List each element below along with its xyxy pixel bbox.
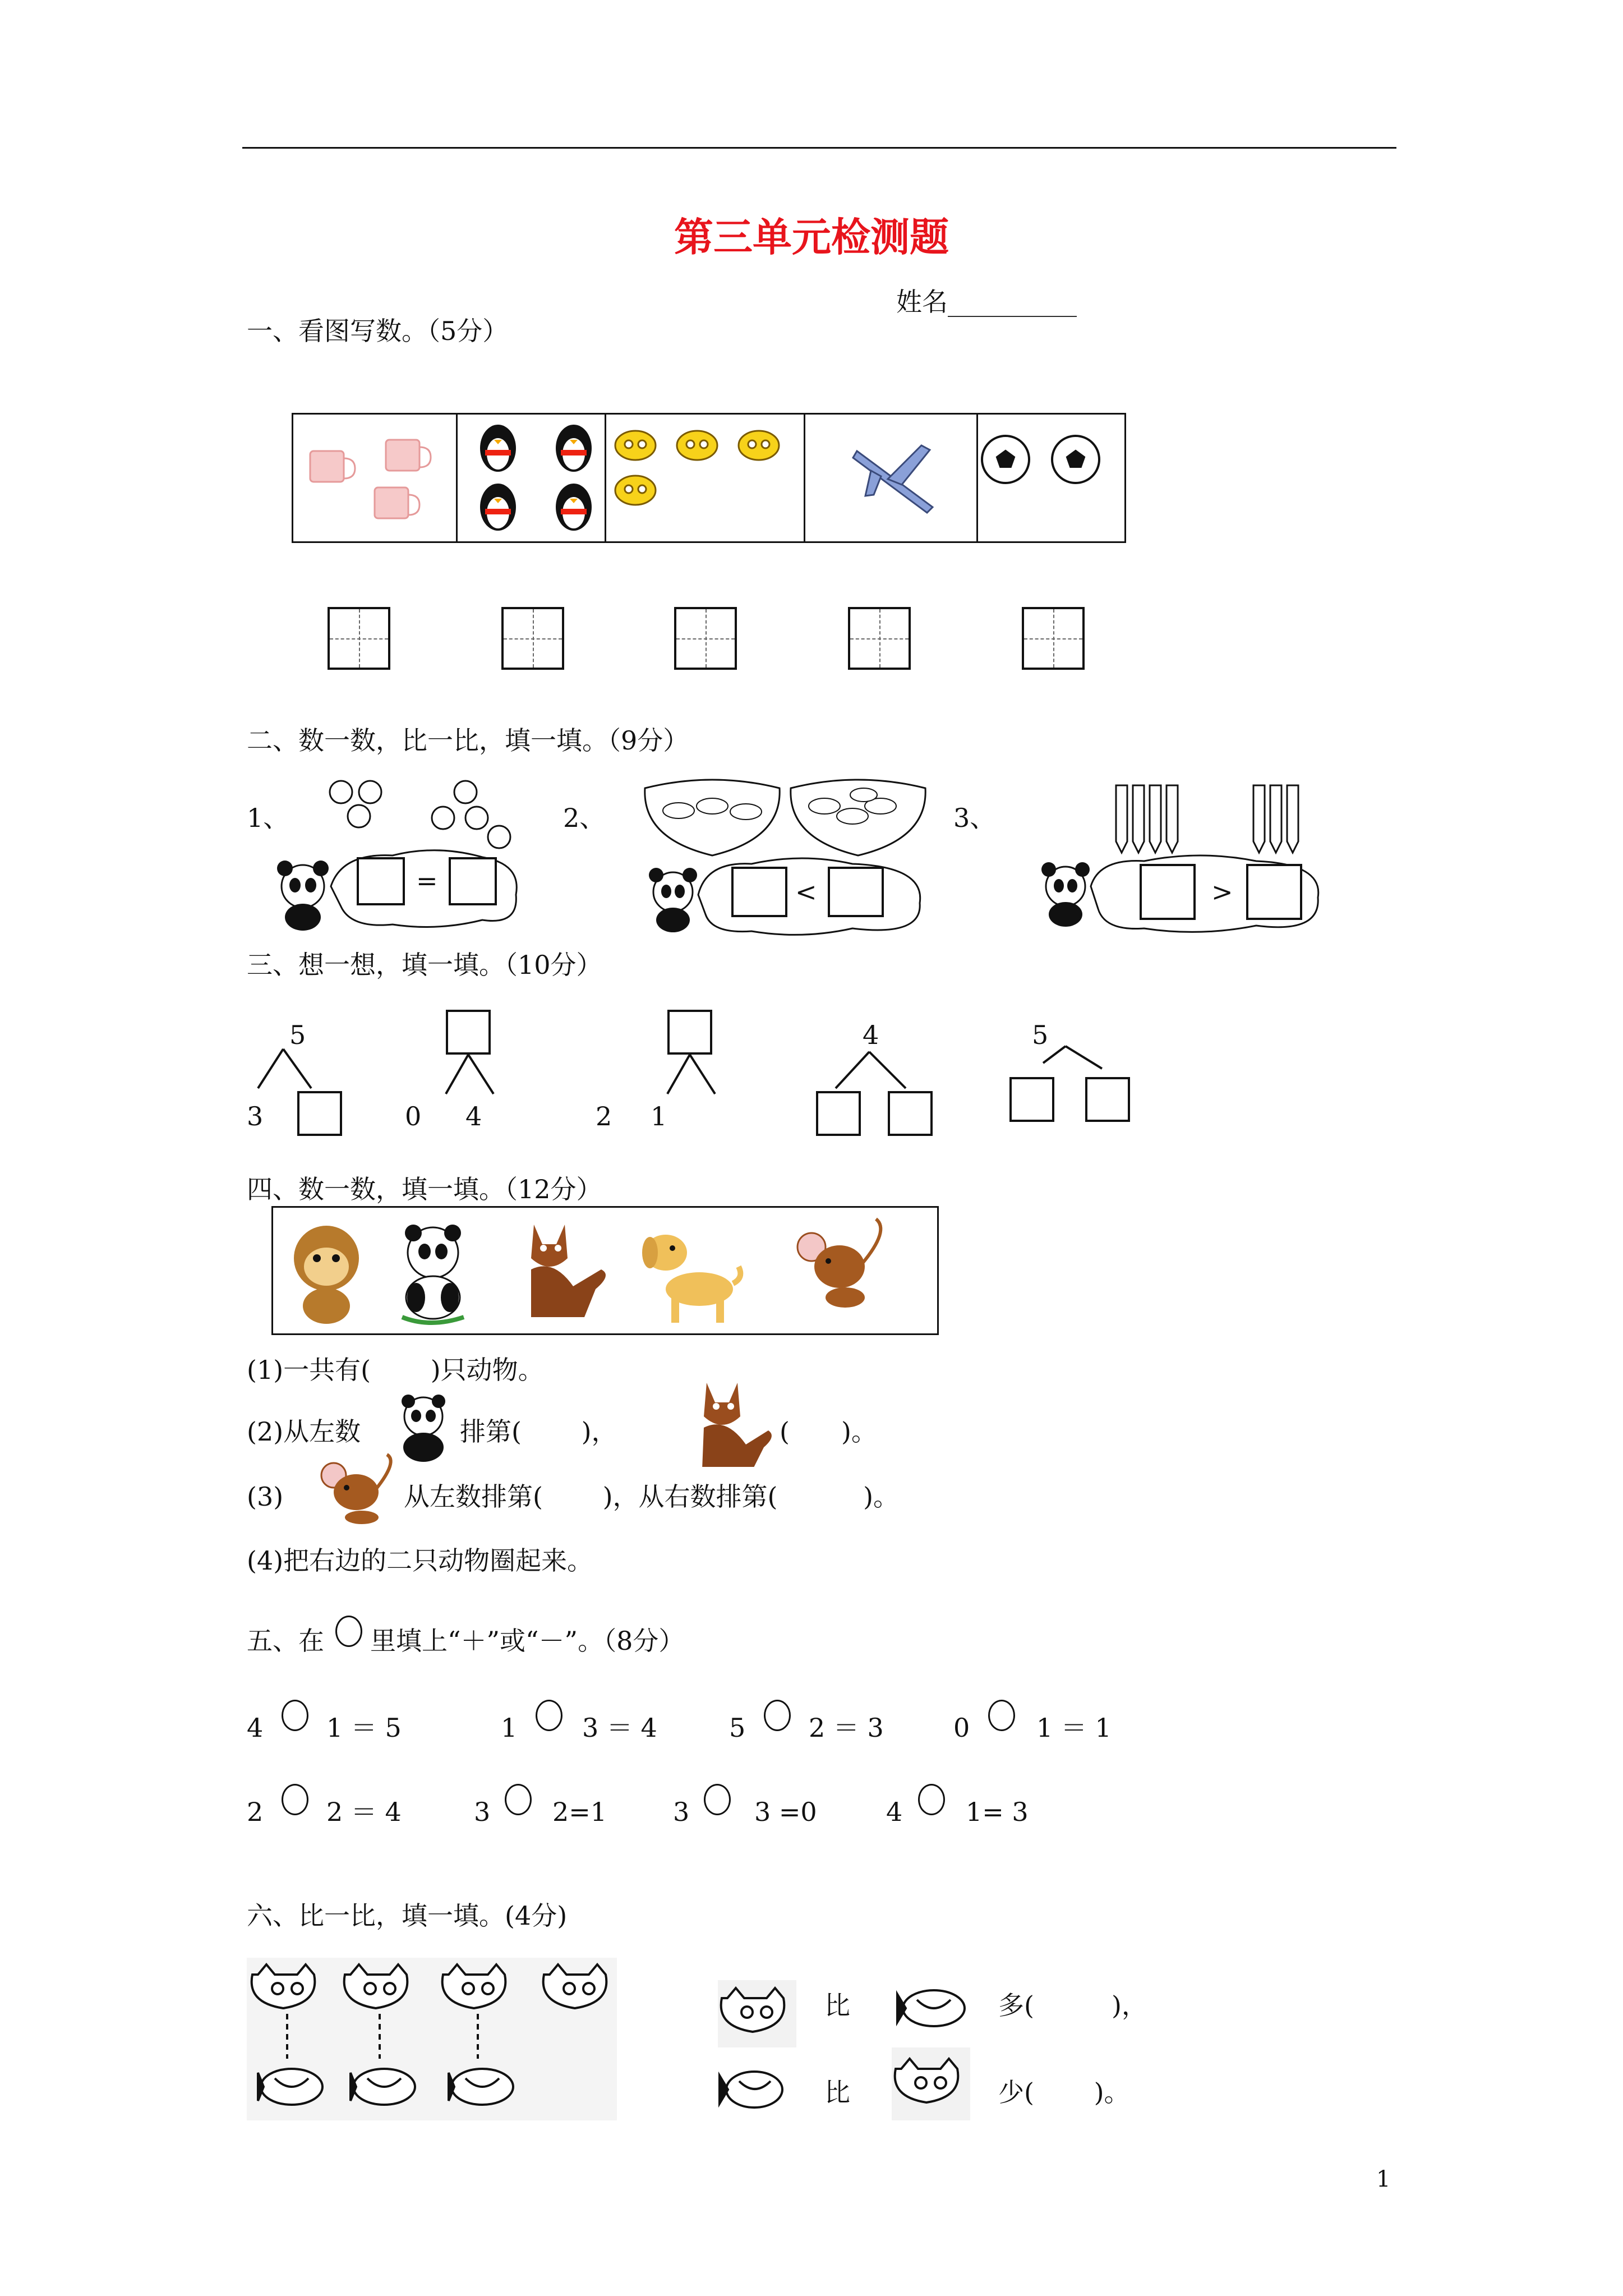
equation-left: 1 [501,1713,518,1743]
question-4-3-prefix: (3) [247,1481,284,1512]
animal-row [271,1206,939,1335]
cat-icon [531,1225,606,1317]
answer-box[interactable] [1009,1077,1054,1122]
equation-right: 2=1 [552,1797,607,1827]
fish-bowl-icon [645,780,780,855]
table-divider [976,415,978,541]
answer-box[interactable] [1246,864,1302,920]
page-title: 第三单元检测题 [674,214,949,260]
cat-icon [684,1377,774,1467]
answer-box[interactable] [501,607,564,670]
bond-part: 1 [651,1101,667,1131]
item-number: 2、 [563,803,606,833]
bees-image [607,420,801,516]
name-label-text: 姓名 [896,287,948,317]
page-number: 1 [1376,2166,1391,2192]
answer-box[interactable] [848,607,911,670]
section-1-heading: 一、看图写数。（5分） [247,316,509,346]
fish-icon [258,2069,513,2105]
equation-right: 3 ＝ 4 [582,1713,657,1743]
section-4-heading: 四、数一数，填一填。（12分） [247,1174,602,1204]
compare-sign: < [795,877,817,907]
question-4-2-prefix: (2)从左数 [247,1416,361,1447]
bond-part: 3 [247,1101,264,1131]
answer-box[interactable] [1085,1077,1130,1122]
question-4-2-suffix: ( )。 [780,1416,877,1447]
bee-icon [615,431,779,505]
equation-right: 1 ＝ 5 [326,1713,402,1743]
compare-word: 比 [824,1990,850,2021]
question-4-3-text: 从左数排第( )，从右数排第( )。 [404,1481,900,1512]
more-blank[interactable]: 多( )， [998,1990,1147,2021]
operator-circle[interactable] [282,1784,308,1815]
operator-circle[interactable] [536,1700,562,1731]
table-divider [804,415,805,541]
less-blank[interactable]: 少( )。 [998,2077,1130,2108]
equation-left: 4 [247,1713,264,1743]
bond-whole: 5 [289,1020,306,1050]
bond-part: 2 [596,1101,612,1131]
section-6-heading: 六、比一比，填一填。(4分) [247,1901,568,1931]
fish-icon [892,1980,970,2036]
monkey-icon [294,1226,359,1324]
equation-left: 5 [729,1713,746,1743]
bond-whole: 4 [863,1020,879,1050]
equation-right: 2 ＝ 4 [326,1797,402,1827]
header-rule [242,147,1396,149]
mouse-icon [797,1219,880,1308]
answer-box[interactable] [816,1091,861,1136]
equation-left: 3 [673,1797,690,1827]
cups-image [305,431,450,532]
answer-box[interactable] [446,1010,491,1055]
picture-table [292,413,1126,543]
fish-icon [718,2059,785,2126]
circle-icon [335,1616,362,1647]
name-label [896,285,1077,319]
answer-box[interactable] [1140,864,1196,920]
bond-whole: 5 [1032,1020,1049,1050]
answer-box[interactable] [297,1091,342,1136]
question-4-4: (4)把右边的二只动物圈起来。 [247,1545,593,1576]
section-5-heading-prefix: 五、在 [247,1626,324,1656]
item-number: 3、 [953,803,996,833]
table-divider [605,415,606,541]
equation-left: 4 [886,1797,903,1827]
item-number: 1、 [247,803,289,833]
panda-icon [277,861,329,931]
operator-circle[interactable] [282,1700,308,1731]
penguins-image [462,420,602,538]
equation-left: 3 [474,1797,491,1827]
answer-box[interactable] [357,857,405,905]
table-divider [456,415,458,541]
equation-right: 1 ＝ 1 [1036,1713,1112,1743]
answer-box[interactable] [328,607,390,670]
answer-box[interactable] [449,857,497,905]
cats-fish-image [247,1958,617,2120]
apple-icon [330,781,510,848]
answer-box[interactable] [731,867,787,917]
operator-circle[interactable] [764,1700,791,1731]
cat-face-icon [892,2047,970,2120]
name-blank[interactable]: __________ [948,287,1077,317]
panda-icon [1041,862,1090,927]
penguin-icon [480,425,592,531]
operator-circle[interactable] [704,1784,731,1815]
cup-icon [310,440,431,518]
equation-right: 1= 3 [966,1797,1029,1827]
answer-box[interactable] [1022,607,1085,670]
football-icon [982,436,1099,483]
panda-icon [649,868,697,932]
answer-box[interactable] [674,607,737,670]
equation-left: 0 [953,1713,970,1743]
cat-face-icon [718,1980,796,2047]
question-4-1: (1)一共有( )只动物。 [247,1355,544,1385]
mouse-icon [314,1453,398,1526]
bond-part: 0 [405,1101,422,1131]
pencil-icon [1116,785,1298,853]
airplane-icon [849,429,944,524]
dog-icon [642,1235,740,1323]
compare-sign: = [416,866,438,896]
footballs-image [980,431,1121,493]
answer-box[interactable] [828,867,884,917]
compare-word: 比 [824,2077,850,2108]
section-5-heading-suffix: 里填上“＋”或“－”。（8分） [370,1626,685,1656]
operator-circle[interactable] [988,1700,1015,1731]
bond-part: 4 [465,1101,482,1131]
equation-left: 2 [247,1797,264,1827]
operator-circle[interactable] [505,1784,532,1815]
answer-box[interactable] [667,1010,712,1055]
panda-icon [402,1225,464,1323]
compare-sign: > [1211,877,1233,907]
operator-circle[interactable] [918,1784,945,1815]
answer-box[interactable] [888,1091,933,1136]
section-2-heading: 二、数一数，比一比，填一填。（9分） [247,725,689,756]
equation-right: 3 =0 [754,1797,817,1827]
section-3-heading: 三、想一想，填一填。（10分） [247,950,602,980]
equation-right: 2 ＝ 3 [809,1713,884,1743]
question-4-2-middle: 排第( )， [460,1416,617,1447]
